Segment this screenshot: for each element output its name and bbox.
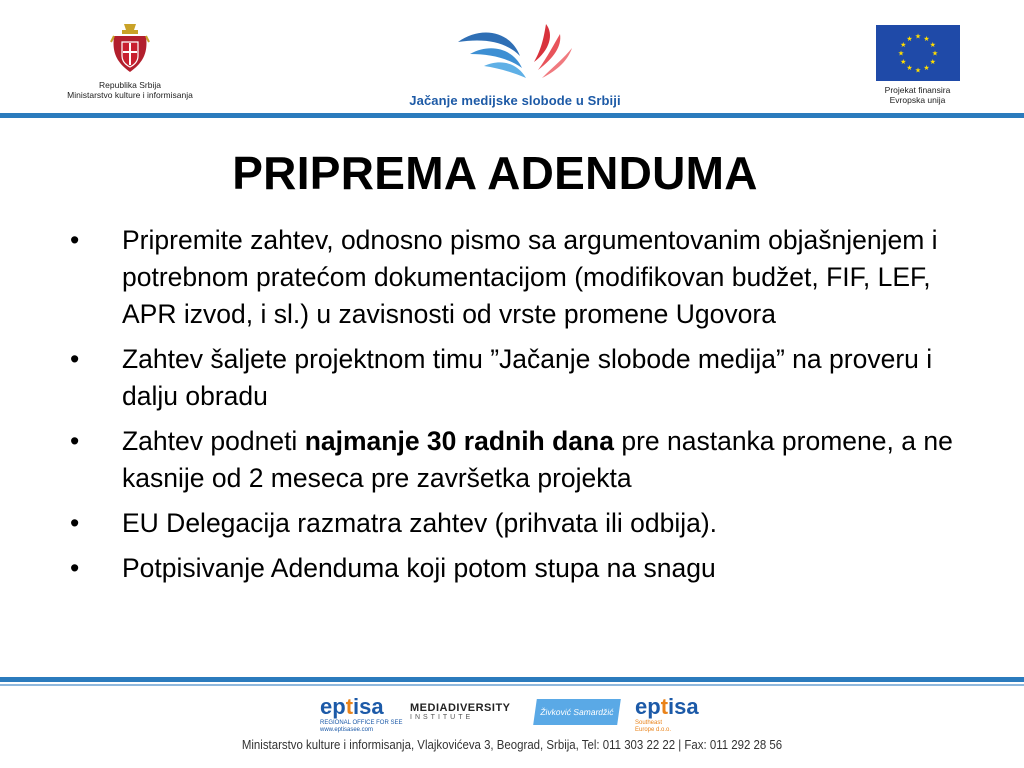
bullet-text: Zahtev šaljete projektnom timu ”Jačanje slobode medija” na proveru i dalju obradu bbox=[122, 344, 933, 411]
eu-star-icon: ★ bbox=[922, 35, 930, 43]
ministry-logo-line2: Ministarstvo kulture i informisanja bbox=[67, 90, 193, 100]
bullet-text: Pripremite zahtev, odnosno pismo sa argumentovanim objašnjenjem i potrebnom pratećom dokumentacijom (modifikovan budžet, FIF, LEF, APR izvod, i sl.) u zavisnosti od vrste promene Ugovora bbox=[122, 225, 938, 329]
bullet-text-start: Zahtev podneti bbox=[122, 426, 305, 456]
bullet-dot: • bbox=[70, 344, 80, 374]
eu-flag-icon bbox=[876, 25, 960, 81]
media-diversity-logo: MEDIADIVERSITY INSTITUTE bbox=[410, 702, 511, 721]
bullet-dot: • bbox=[70, 426, 80, 456]
eu-star-icon: ★ bbox=[905, 65, 913, 73]
eu-logo bbox=[870, 25, 965, 110]
eptisa-logo-left: eptisa REGIONAL OFFICE FOR SEE www.eptisasee.com bbox=[320, 694, 403, 733]
project-brand-name: Jačanje medijske slobode u Srbiji bbox=[409, 93, 621, 108]
header-rule bbox=[0, 113, 1024, 118]
bullet-dot: • bbox=[70, 225, 80, 255]
zivkovic-samardzic-logo: Živković Samardžić bbox=[533, 699, 621, 725]
serbia-coat-of-arms-icon bbox=[110, 22, 150, 80]
eu-star-icon: ★ bbox=[905, 35, 913, 43]
bullet-item bbox=[70, 505, 970, 542]
eu-star-icon: ★ bbox=[929, 59, 936, 66]
footer-contact-text: Ministarstvo kulture i informisanja, Vlajkovićeva 3, Beograd, Srbija, Tel: 011 303 22 22 | Fax: 011 292 28 56 bbox=[241, 737, 783, 752]
bullet-list bbox=[70, 222, 970, 595]
partner-logos bbox=[310, 694, 730, 736]
eu-star-icon: ★ bbox=[914, 33, 921, 41]
bullet-text-end: pre nastanka promene, a ne kasnije od 2 meseca pre završetka projekta bbox=[122, 426, 961, 493]
bullet-text-emphasis: najmanje 30 radnih dana bbox=[304, 426, 614, 456]
footer-rule-thin bbox=[0, 684, 1024, 686]
bullet-text: Potpisivanje Adenduma koji potom stupa na snagu bbox=[122, 553, 716, 583]
eu-star-icon: ★ bbox=[899, 59, 906, 66]
bullet-item bbox=[70, 423, 970, 497]
eu-star-icon: ★ bbox=[897, 50, 904, 58]
waves-bird-icon bbox=[450, 20, 580, 84]
eu-star-icon: ★ bbox=[922, 65, 930, 73]
ministry-logo-line1: Republika Srbija bbox=[99, 80, 161, 90]
slide-title: PRIPREMA ADENDUMA bbox=[232, 147, 758, 199]
eu-star-icon: ★ bbox=[929, 42, 936, 49]
bullet-text: EU Delegacija razmatra zahtev (prihvata ili odbija). bbox=[122, 508, 718, 538]
eu-star-icon: ★ bbox=[914, 67, 921, 75]
eu-logo-line2: Evropska unija bbox=[889, 95, 946, 105]
eptisa-logo-right: eptisa Southeast Europe d.o.o. bbox=[635, 694, 699, 733]
project-brand-logo bbox=[395, 20, 635, 110]
footer-rule bbox=[0, 677, 1024, 682]
eu-star-icon: ★ bbox=[899, 42, 906, 49]
eu-logo-line1: Projekat finansira bbox=[884, 85, 951, 95]
eu-star-icon: ★ bbox=[931, 50, 938, 58]
bullet-dot: • bbox=[70, 508, 80, 538]
bullet-item bbox=[70, 222, 970, 333]
serbia-ministry-logo bbox=[60, 22, 200, 110]
bullet-dot: • bbox=[70, 553, 80, 583]
bullet-item bbox=[70, 341, 970, 415]
bullet-item bbox=[70, 550, 970, 587]
